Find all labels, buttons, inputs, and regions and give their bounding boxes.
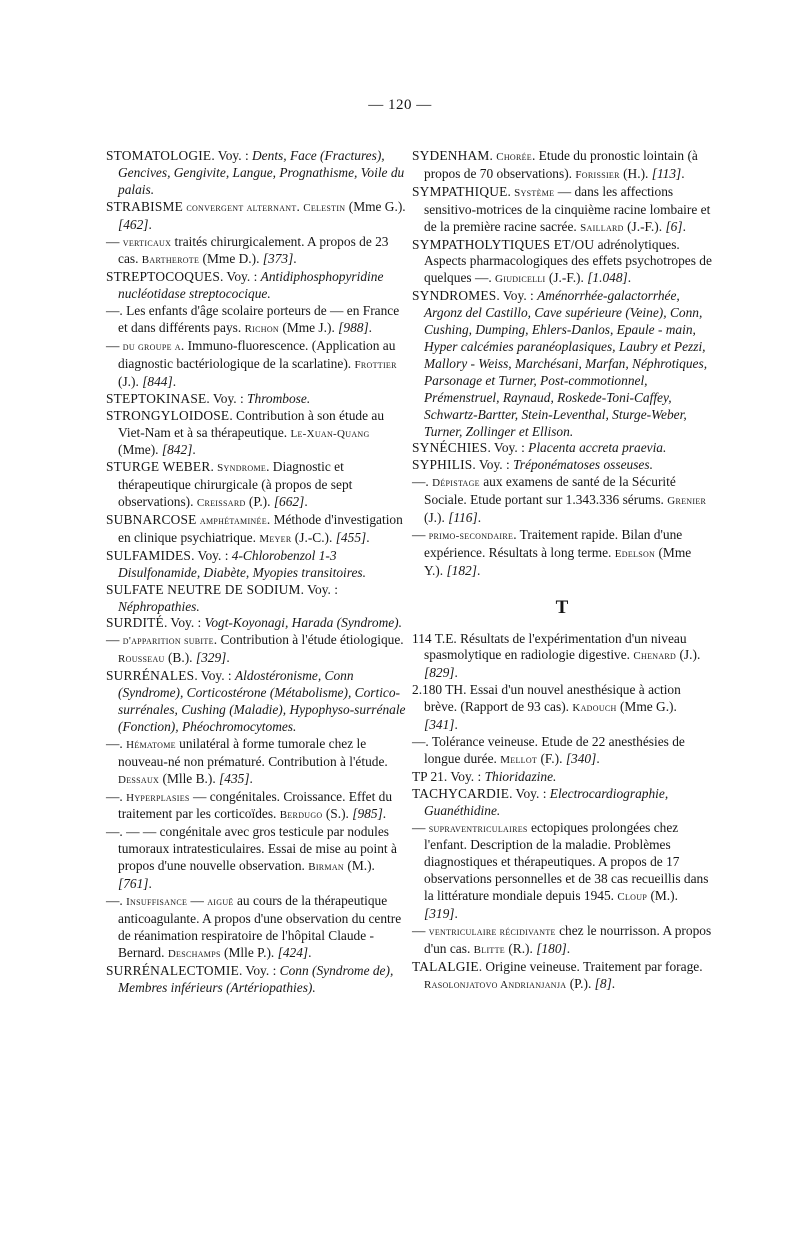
entry-small-caps: Rousseau [118,653,165,666]
entry-italic: [1.048] [587,270,628,286]
entry-text: — [106,233,123,249]
index-entry-syphilis-depistage [412,474,712,527]
entry-text: . [148,876,152,892]
entry-text: (Mlle P.). [220,944,278,960]
entry-text: —. Les enfants d'âge scolaire porteurs de — en France et dans différents pays. [106,303,400,336]
entry-italic: [435] [219,770,250,786]
entry-italic: Aménorrhée-galactorrhée, Argonz del Castillo, Cave supérieure (Veine), Conn, Cushing, Dumping, Ehlers-Danlos, Epaule - main, Hyper calcémies paranéoplasiques, Laubry et Pezzi, Mallory - Weiss, Marchésani, Marfan, Néphrotiques, Parsonage et Turner, Post-commotionnel, Prémenstruel, Raynaud, Roskede-Toni-Caffey, Schwartz-Bartter, Stein-Leventhal, Sturge-Weber, Turner, Zollinger et Ellison. [424,288,708,439]
entry-small-caps: Birman [308,861,345,874]
entry-italic: [988] [338,320,369,336]
entry-text: . Contribution à l'étude étiologique. [213,632,404,648]
index-entry-sydenham [412,148,712,184]
entry-headword: SURRÉNALES [106,668,195,684]
entry-italic: Thrombose. [247,390,311,406]
entry-italic: [8] [594,975,612,991]
index-entry-t-2180-tolerance [412,734,712,769]
index-entry-streptocoques [106,269,406,303]
entry-small-caps: Insuffisance [126,895,188,908]
index-entry-sulfate-neutre [106,582,406,616]
entry-small-caps: Chenard [633,650,677,663]
entry-italic: Conn (Syndrome de), Membres inférieurs (Artériopathies). [118,962,394,995]
entry-headword: SYNDROMES [412,288,497,304]
entry-text: . Voy. : [472,457,514,473]
entry-headword: STRONGYLOIDOSE [106,407,230,423]
entry-text: . [172,373,177,389]
entry-small-caps: amphétaminée [199,515,267,528]
entry-text: . [507,183,515,199]
entry-text: . Méthode d'investigation en clinique psychiatrique. [118,512,403,545]
entry-text: (Mme Y.). [424,544,692,578]
index-entry-strongyloidose [106,408,406,460]
index-entry-surdite [106,615,406,632]
entry-text: . Voy. : [496,288,538,304]
index-entry-surrenalectomie [106,963,406,997]
entry-headword: SYPHILIS [412,457,473,473]
entry-italic: [829] [424,665,455,681]
index-entry-t-114 [412,631,712,683]
index-entry-tachycardie-supra [412,820,712,923]
entry-text: 114 T.E. Résultats de l'expérimentation d'un niveau spasmolytique en radiologie digestive. [412,630,687,663]
entry-text: — [106,337,123,353]
entry-text: —. [106,735,127,751]
entry-text: . [682,218,686,234]
entry-headword: SUBNARCOSE [106,512,197,528]
entry-small-caps: Dépistage [432,477,480,490]
entry-text: (F.). [537,750,566,766]
entry-text: . [304,494,308,510]
entry-text: unilatéral à forme tumorale chez le nouveau-né non prématuré. Contribution à l'étude. [118,735,388,769]
entry-small-caps: Forissier [575,168,620,181]
entry-text: . [454,906,458,922]
entry-small-caps: Hyperplasies [126,791,190,804]
entry-headword: SURRÉNALECTOMIE [106,962,239,978]
entry-headword: STURGE WEBER [106,459,211,475]
entry-text: —. — — congénitale avec gros testicule par nodules tumoraux intratesticulaires. Essai de mise au point à propos d'une nouvelle observation. [106,824,397,874]
entry-italic: [842] [161,442,193,458]
entry-headword: STRABISME [106,198,183,214]
entry-headword: SYMPATHOLYTIQUES ET/OU [412,236,595,252]
index-entry-surrenales-hyperplasies [106,789,406,825]
entry-text: . [566,940,571,956]
entry-text: . [454,717,458,733]
entry-headword: STOMATOLOGIE [106,148,212,163]
entry-text: — [412,922,429,938]
entry-italic: [180] [536,940,567,956]
right-column-s-entries [412,148,712,580]
entry-italic: [319] [424,906,455,922]
entry-small-caps: Saillard [580,221,624,234]
entry-text: . [382,806,387,822]
entry-small-caps: Syndrome [217,462,267,475]
entry-text: — [187,892,208,908]
entry-italic: [329] [195,650,227,666]
index-entry-syphilis [412,457,712,474]
index-entry-synechies [412,440,712,457]
page-number: — 120 — [368,97,432,113]
entry-small-caps: Blitte [473,943,505,956]
entry-text: . Voy. : [509,785,550,801]
entry-headword: TALALGIE [412,958,479,974]
index-entry-subnarcose [106,512,406,548]
entry-text: . Traitement rapide. Bilan d'une expérience. Résultats à long terme. [424,526,683,560]
entry-text: . Voy. : [300,581,338,597]
entry-text: (S.). [322,806,353,822]
entry-text: . [366,529,370,545]
entry-text: 2.180 TH. Essai d'un nouvel anesthésique à action brève. (Rapport de 93 cas). [412,682,681,715]
index-entry-stomatologie [106,148,406,199]
entry-small-caps: Bartherote [141,254,200,267]
entry-text: . [293,251,297,267]
entry-text: traités chirurgicalement. A propos de 23 cas. [118,233,389,267]
entry-text: (J.-F.). [623,218,666,234]
entry-italic: Aldostéronisme, Conn (Syndrome), Corticostérone (Métabolisme), Cortico-surrénales, Cushing (Maladie), Hypophyso-surrénale (Fonction), Phéochromocytomes. [118,668,406,734]
entry-italic: [985] [352,806,383,822]
entry-text: . [249,770,253,786]
entry-italic: Electrocardiographie, Guanéthidine. [424,785,669,818]
left-column [106,148,406,996]
entry-text: —. [106,892,127,908]
entry-small-caps: Le-Xuan-Quang [290,427,370,440]
entry-small-caps: Système [514,186,555,199]
entry-text: au cours de la thérapeutique anticoagulante. A propos d'une observation du centre de réanimation respiratoire de l'hôpital Claude - Bernard. [118,892,402,960]
index-entry-surrenales [106,668,406,736]
entry-text: . Voy. : [487,440,529,456]
entry-text: . Immuno-fluorescence. (Application au diagnostic bactériologique de la scarlatine). [118,337,396,371]
entry-text: aux examens de santé de la Sécurité Sociale. Etude portant sur 1.343.336 sérums. [424,474,676,508]
entry-text: — [106,632,123,648]
entry-text: (Mlle B.). [159,770,220,786]
entry-text: . Voy. : [211,148,253,163]
entry-text: (J.). [676,647,701,663]
entry-small-caps: Celestin [303,201,346,214]
index-entry-sympatholytiques [412,237,712,289]
entry-headword: SYDENHAM [412,148,490,163]
entry-text: . Voy. : [163,615,205,631]
entry-small-caps: aiguë [207,895,234,908]
entry-text: — [412,526,429,542]
index-entry-surrenales-insuffisance [106,893,406,963]
entry-small-caps: Berdugo [279,809,323,822]
entry-headword: TACHYCARDIE [412,785,510,801]
entry-headword: SULFATE NEUTRE DE SODIUM [106,581,301,597]
entry-headword: SURDITÉ [106,615,164,631]
entry-text: (Mme D.). [199,251,263,267]
entry-text: chez le nourrisson. A propos d'un cas. [424,922,712,956]
entry-italic: [462] [118,216,149,232]
entry-italic: [844] [142,373,173,389]
index-entry-streptocoques-enfants [106,303,406,338]
index-entry-syphilis-primo [412,527,712,580]
index-entry-surrenales-testicule [106,824,406,893]
entry-small-caps: Mellot [500,753,538,766]
entry-italic: [182] [446,562,477,578]
entry-italic: [662] [273,494,305,510]
entry-text: . [476,562,481,578]
index-entry-tachycardie-ventriculaire [412,923,712,959]
entry-text: TP 21. Voy. : [412,768,485,784]
index-entry-talalgie [412,959,712,994]
entry-text: (B.). [164,650,196,666]
entry-text: — dans les affections sensitivo-motrices de la cinquième racine lombaire et de la première racine sacrée. [424,183,711,234]
entry-text: —. [412,474,433,490]
entry-text: (M.). [344,858,375,874]
entry-text: ectopiques prolongées chez l'enfant. Description de la maladie. Problèmes diagnostiques et thérapeutiques. A propos de 17 observations personnelles et de 38 cas recueillis dans la littérature mondiale depuis 1945. [424,819,709,904]
entry-text: . Voy. : [194,668,235,684]
right-column-t-entries [412,631,712,994]
entry-small-caps: convergent alternant [186,201,297,214]
entry-italic: 4-Chlorobenzol 1-3 Disulfonamide, Diabète, Myopies transitoires. [118,547,366,580]
entry-text: . Voy. : [238,962,280,978]
entry-italic: Vogt-Koyonagi, Harada (Syndrome). [204,615,402,631]
entry-text: . [611,975,616,991]
entry-text: . [627,270,632,286]
index-entry-t-2180 [412,682,712,734]
entry-text: . [148,216,152,232]
entry-text: — congénitales. Croissance. Effet du traitement par les corticoïdes. [118,788,393,822]
entry-headword: SULFAMIDES [106,547,192,563]
entry-italic: [113] [651,165,682,181]
entry-small-caps: Kadouch [572,702,617,715]
entry-text: . Diagnostic et thérapeutique chirurgicale (à propos de sept observations). [118,459,353,510]
entry-text: . [454,665,458,681]
entry-italic: Néphropathies. [118,598,200,614]
entry-text: (J.-C.). [291,529,336,545]
index-entry-surdite-subite [106,632,406,668]
entry-italic: Dents, Face (Fractures), Gencives, Gengivite, Langue, Prognathisme, Voile du palais. [118,148,405,197]
entry-small-caps: Frottier [354,358,397,371]
entry-text: . [681,165,685,181]
entry-text: . [489,148,497,163]
entry-text: . [210,459,218,475]
entry-text: . Voy. : [219,269,261,285]
index-entry-strabisme-verticaux [106,234,406,270]
entry-italic: Placenta accreta praevia. [528,440,667,456]
entry-small-caps: Deschamps [167,947,221,960]
entry-italic: [341] [424,717,455,733]
index-entry-tp-21 [412,769,712,786]
entry-text: (Mme G.). [616,699,677,715]
entry-italic: Thioridazine. [484,768,557,784]
letter-heading: T [555,596,569,618]
entry-text: (Mme G.). [345,198,406,214]
index-entry-sturge-weber [106,459,406,512]
entry-italic: [761] [118,876,149,892]
entry-text: (Mme). [118,442,162,458]
entry-headword: STREPTOCOQUES [106,269,220,285]
entry-small-caps: verticaux [122,236,172,249]
entry-text: (R.). [504,940,537,956]
entry-italic: [340] [565,750,597,766]
entry-small-caps: Creissard [196,497,246,510]
entry-small-caps: du groupe a [122,340,181,353]
entry-text: — [412,819,429,835]
entry-small-caps: Meyer [259,532,292,545]
entry-text: . [308,944,312,960]
entry-small-caps: Chorée [496,151,532,163]
entry-text: adrénolytiques. Aspects pharmacologiques des effets psychotropes de quelques —. [424,236,712,286]
entry-small-caps: Dessaux [118,773,160,786]
entry-text: . [477,510,482,526]
entry-text: . Voy. : [191,547,232,563]
index-entry-streptocoques-groupe-a [106,338,406,391]
entry-headword: SYNÉCHIES [412,440,488,456]
entry-text: (Mme J.). [279,320,339,336]
entry-italic: Tréponématoses osseuses. [513,457,653,473]
entry-text: . Contribution à son étude au Viet-Nam et à sa thérapeutique. [118,407,385,440]
entry-small-caps: Grenier [667,495,707,508]
entry-text: . [192,442,196,458]
entry-text: (J.). [424,510,449,526]
entry-text: (P.). [566,975,595,991]
entry-small-caps: Edelson [614,547,656,560]
entry-text: —. Tolérance veineuse. Etude de 22 anesthésies de longue durée. [412,734,685,766]
entry-text: . Etude du pronostic lointain (à propos de 70 observations). [424,148,698,181]
entry-text: . [368,320,373,336]
index-entry-syndromes [412,288,712,440]
index-entry-sulfamides [106,548,406,582]
entry-small-caps: supraventriculaires [428,822,528,835]
entry-italic: [424] [277,944,309,960]
entry-text: (P.). [245,494,274,510]
entry-text: (J.). [118,373,143,389]
entry-text: (M.). [647,888,678,904]
index-entry-tachycardie [412,786,712,820]
entry-text: (J.-F.). [545,270,588,286]
entry-small-caps: Cloup [617,891,648,904]
index-entry-strabisme [106,199,406,234]
entry-italic: [6] [665,218,683,234]
entry-headword: STEPTOKINASE [106,390,207,406]
entry-text: . Voy. : [206,390,248,406]
entry-small-caps: Rasolonjatovo Andrianjanja [424,978,567,991]
entry-italic: [116] [448,510,478,526]
entry-small-caps: d'apparition subite [122,635,214,648]
index-entry-streptokinase [106,391,406,408]
entry-text: . [596,750,600,766]
entry-small-caps: Richon [244,323,280,336]
entry-headword: SYMPATHIQUE [412,183,508,199]
entry-text: . [226,650,230,666]
index-entry-sympathique [412,184,712,237]
entry-small-caps: Hématome [126,738,176,751]
entry-italic: [373] [262,251,294,267]
entry-small-caps: primo-secondaire [428,529,514,542]
entry-text: (H.). [619,165,652,181]
entry-italic: [455] [335,529,367,545]
entry-text: . Origine veineuse. Traitement par forage. [478,958,703,974]
entry-text: . [296,198,304,214]
index-entry-surrenales-hematome [106,736,406,789]
entry-italic: Antidiphosphopyridine nucléotidase streptococique. [118,269,384,302]
right-column [412,148,712,994]
entry-small-caps: Giudicelli [495,273,546,286]
entry-text: —. [106,788,127,804]
entry-small-caps: ventriculaire récidivante [428,925,556,938]
